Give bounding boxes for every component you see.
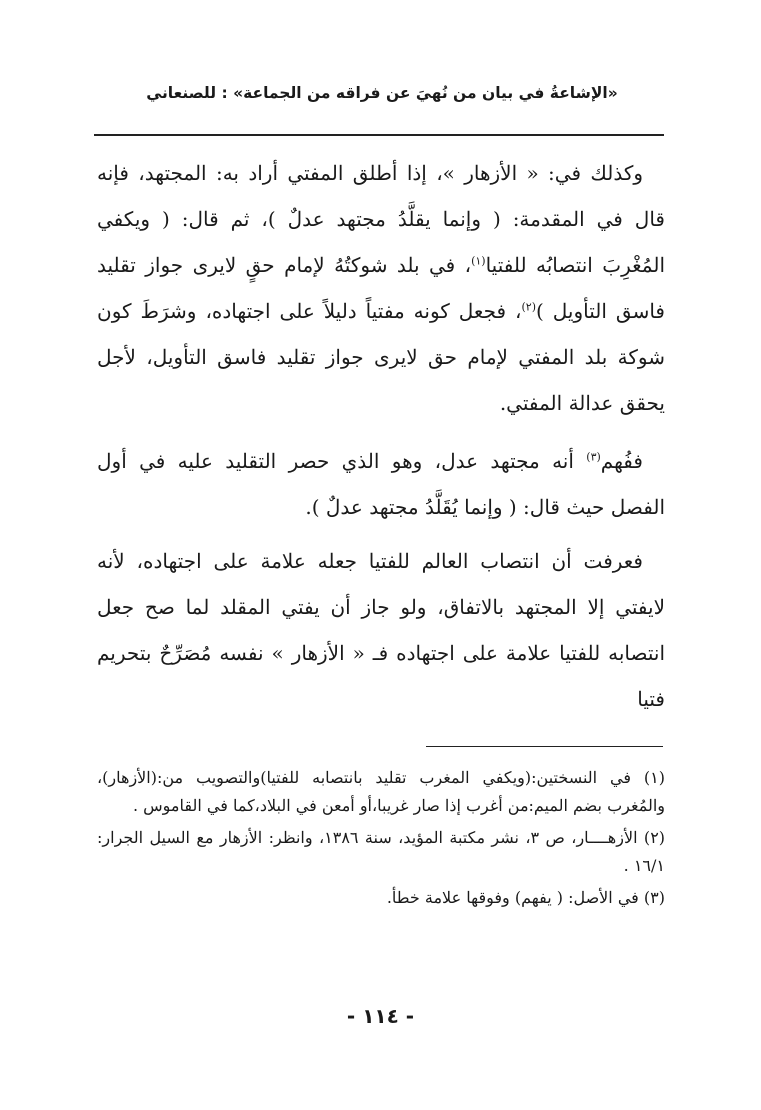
paragraph-1-text-b: ، في بلد شوكتُهُ لإمام حقٍ لايرى جواز تقليد فاسق التأويل ) bbox=[97, 253, 665, 323]
paragraph-1-text-a: وكذلك في: « الأزهار »، إذا أطلق المفتي أراد به: المجتهد، فإنه قال في المقدمة: ( وإنما يقلَّدُ مجتهد عدلٌ )، ثم قال: ( ويكفي المُغْرِبَ انتصابُه للفتيا bbox=[97, 161, 665, 277]
running-header: «الإشاعةُ في بيان من نُهيَ عن فراقه من الجماعة» : للصنعاني bbox=[146, 84, 618, 102]
paragraph-2-text-a: ففُهم bbox=[600, 449, 643, 473]
paragraph-2 bbox=[97, 438, 665, 530]
footnote-ref-3: (٣) bbox=[586, 450, 601, 464]
footnote-ref-1: (١) bbox=[471, 254, 486, 268]
footnote-rule bbox=[426, 746, 663, 747]
footnote-2: (٢) الأزهــــار، ص ٣، نشر مكتبة المؤيد، سنة ١٣٨٦، وانظر: الأزهار مع السيل الجرار: ١٦/١ . bbox=[97, 828, 666, 875]
paragraph-3-text: فعرفت أن انتصاب العالم للفتيا جعله علامة على اجتهاده، لأنه لايفتي إلا المجتهد بالاتفاق، ولو جاز أن يفتي المقلد لما صح جعل انتصابه للفتيا علامة على اجتهاده فـ « الأزهار » نفسه مُصَرِّحٌ بتحريم فتيا bbox=[97, 549, 665, 711]
footnote-3: (٣) في الأصل: ( يفهم) وفوقها علامة خطأ. bbox=[386, 888, 665, 907]
paragraph-3 bbox=[97, 538, 665, 722]
footnote-1: (١) في النسختين:(ويكفي المغرب تقليد بانتصابه للفتيا)والتصويب من:(الأزهار)، والمُغرب بضم الميم:من أغرب إذا صار غريبا،أو أمعن في البلاد،كما في القاموس . bbox=[97, 768, 665, 815]
paragraph-1-text-c: ، فجعل كونه مفتياً دليلاً على اجتهاده، وشرَطَ كون شوكة بلد المفتي لإمام حق لايرى جواز تقليد فاسق التأويل، لأجل يحقق عدالة المفتي. bbox=[97, 299, 665, 415]
paragraph-1 bbox=[97, 150, 665, 426]
footnotes bbox=[97, 764, 665, 916]
page-number: - ١١٤ - bbox=[346, 1004, 415, 1028]
footnote-ref-2: (٢) bbox=[521, 300, 536, 314]
paragraph-2-text-b: أنه مجتهد عدل، وهو الذي حصر التقليد عليه في أول الفصل حيث قال: ( وإنما يُقَلَّدُ مجتهد عدلٌ ). bbox=[97, 449, 665, 519]
header-rule bbox=[94, 134, 664, 136]
